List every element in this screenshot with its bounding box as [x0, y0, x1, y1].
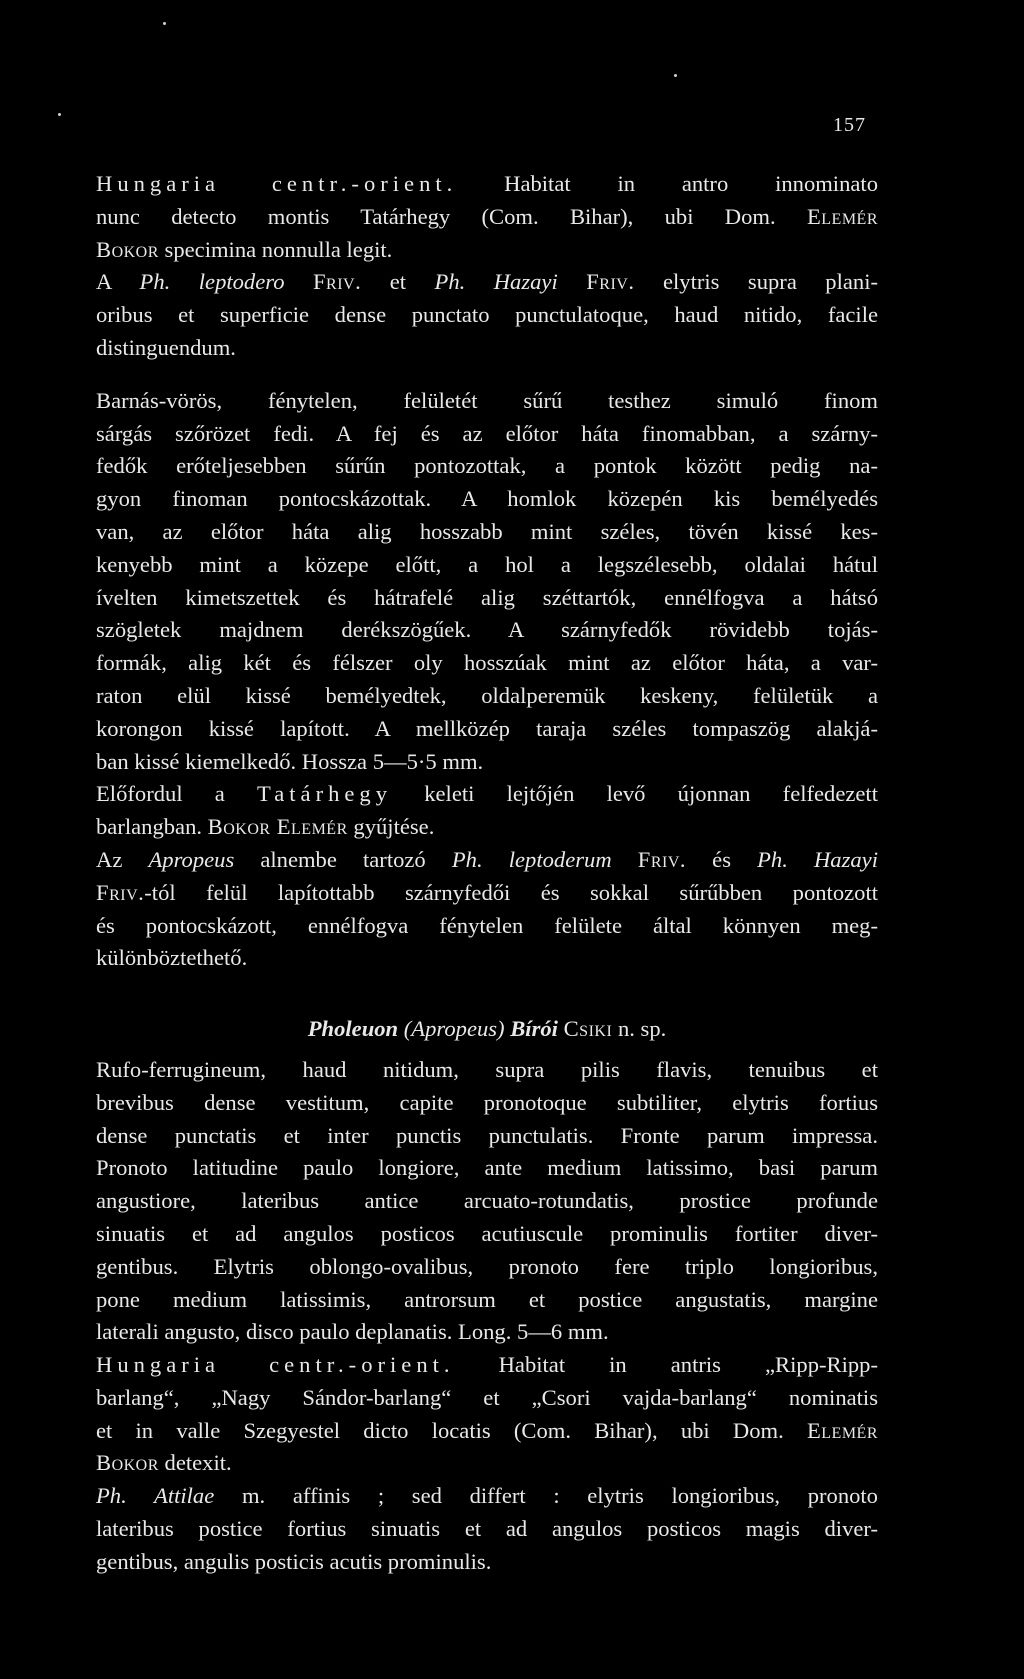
text-line: fedők erőteljesebben sűrűn pontozottak, a pontok között pedig na-	[96, 453, 878, 479]
text-line: Ph. Attilae m. affinis ; sed differt : elytris longioribus, pronoto	[96, 1483, 878, 1509]
text-line: barlangban. Bokor Elemér gyűjtése.	[96, 814, 435, 840]
paragraph-comparison-1	[96, 266, 878, 364]
text-line: kenyebb mint a közepe előtt, a hol a legszélesebb, oldalai hátul	[96, 551, 878, 577]
heading-gap	[96, 1046, 878, 1054]
text-line: Bokor detexit.	[96, 1450, 232, 1476]
text-line: Az Apropeus alnembe tartozó Ph. leptoderum Friv. és Ph. Hazayi	[96, 846, 878, 872]
text-line: különböztethető.	[96, 945, 248, 971]
text-line: distinguendum.	[96, 334, 236, 360]
collector-name: Bokor	[96, 1450, 159, 1476]
text-line: Bokor specimina nonnulla legit.	[96, 236, 393, 262]
text-line: raton elül kissé bemélyedtek, oldalperemük keskeny, felületük a	[96, 682, 878, 708]
locality: Tatárhegy	[257, 781, 393, 807]
paragraph-comparison-hu	[96, 844, 878, 975]
paragraph-comparison-la	[96, 1480, 878, 1578]
paragraph-description-hu	[96, 385, 878, 779]
paragraph-habitat-2	[96, 1349, 878, 1480]
text-line: korongon kissé lapított. A mellközép taraja széles tompaszög alakjá-	[96, 715, 878, 741]
text-line: gentibus. Elytris oblongo-ovalibus, pronoto fere triplo longioribus,	[96, 1253, 878, 1279]
scan-speck	[163, 22, 166, 25]
text-line: pone medium latissimis, antrorsum et postice angustatis, margine	[96, 1286, 878, 1312]
text-line: szögletek majdnem derékszögűek. A szárnyfedők rövidebb tojás-	[96, 617, 878, 643]
text-line: Barnás-vörös, fénytelen, felületét sűrű testhez simuló finom	[96, 387, 878, 413]
collector-name: Bokor	[96, 236, 159, 262]
text-line: és pontocskázott, ennélfogva fénytelen felülete által könnyen meg-	[96, 912, 878, 938]
scan-speck	[58, 113, 61, 116]
paragraph-description-la	[96, 1054, 878, 1349]
taxon-name: Apropeus	[148, 846, 235, 872]
text-line: laterali angusto, disco paulo deplanatis. Long. 5—6 mm.	[96, 1319, 609, 1345]
text-line: ívelten kimetszettek és hátrafelé alig széttartók, ennélfogva a hátsó	[96, 584, 878, 610]
text-line: ban kissé kiemelkedő. Hossza 5—5·5 mm.	[96, 748, 484, 774]
text-line: Rufo-ferrugineum, haud nitidum, supra pilis flavis, tenuibus et	[96, 1056, 878, 1082]
text-line: gyon finoman pontocskázottak. A homlok közepén kis bemélyedés	[96, 486, 878, 512]
text-line: Pronoto latitudine paulo longiore, ante medium latissimo, basi parum	[96, 1155, 878, 1181]
text-line: lateribus postice fortius sinuatis et ad angulos posticos magis diver-	[96, 1516, 878, 1542]
paragraph-occurrence-hu	[96, 778, 878, 844]
text-line: sinuatis et ad angulos posticos acutiuscule prominulis fortiter diver-	[96, 1220, 878, 1246]
collector-name: Bokor Elemér	[207, 814, 348, 840]
taxon-name: Ph. Hazayi	[434, 269, 558, 295]
text-line: dense punctatis et inter punctis punctulatis. Fronte parum impressa.	[96, 1122, 878, 1148]
paragraph-habitat-1	[96, 168, 878, 266]
text-line: brevibus dense vestitum, capite pronotoque subtiliter, elytris fortius	[96, 1089, 878, 1115]
author-name: Friv.	[586, 269, 635, 295]
text-line: formák, alig két és félszer oly hosszúak mint az előtor háta, a var-	[96, 650, 878, 676]
subgenus-name: (Apropeus)	[398, 1016, 511, 1042]
text-line: nunc detecto montis Tatárhegy (Com. Bihar), ubi Dom. Elemér	[96, 203, 878, 229]
text-line: oribus et superficie dense punctato punctulatoque, haud nitido, facile	[96, 302, 878, 328]
paragraph-gap	[96, 365, 878, 385]
genus-name: Pholeuon	[307, 1016, 399, 1042]
author-name: Friv.	[312, 269, 362, 295]
collector-name: Elemér	[806, 203, 878, 229]
text-line: et in valle Szegyestel dicto locatis (Com. Bihar), ubi Dom. Elemér	[96, 1417, 878, 1443]
page-number: 157	[833, 114, 866, 136]
taxon-name: Ph. Hazayi	[757, 846, 878, 872]
text-line: gentibus, angulis posticis acutis prominulis.	[96, 1548, 492, 1574]
author-name: Csiki	[563, 1016, 613, 1042]
text-line: angustiore, lateribus antice arcuato-rotundatis, prostice profunde	[96, 1188, 878, 1214]
section-gap	[96, 975, 878, 1013]
taxon-name: Ph. leptodero	[139, 269, 285, 295]
text-line: A Ph. leptodero Friv. et Ph. Hazayi Friv. elytris supra plani-	[96, 269, 879, 295]
text-line: Hungaria centr.-orient. Habitat in antro innominato	[96, 171, 878, 196]
species-name: Bírói	[510, 1016, 558, 1042]
taxon-name: Ph. leptoderum	[451, 846, 612, 872]
locality: Hungaria centr.-orient.	[96, 1352, 455, 1378]
species-heading: Pholeuon (Apropeus) Bírói Csiki n. sp.	[307, 1016, 667, 1042]
taxon-name: Ph. Attilae	[96, 1483, 215, 1509]
author-name: Friv.	[96, 879, 145, 905]
text-line: sárgás szőrözet fedi. A fej és az előtor háta finomabban, a szárny-	[96, 420, 878, 446]
body-text	[96, 168, 878, 1579]
author-name: Friv.	[637, 846, 687, 872]
text-line: Előfordul a Tatárhegy keleti lejtőjén levő újonnan felfedezett	[96, 781, 878, 807]
text-line: Friv.-tól felül lapítottabb szárnyfedői és sokkal sűrűbben pontozott	[96, 879, 878, 905]
text-line: van, az előtor háta alig hosszabb mint széles, tövén kissé kes-	[96, 518, 878, 544]
collector-name: Elemér	[806, 1417, 878, 1443]
locality: Hungaria centr.-orient.	[96, 171, 458, 196]
scan-speck	[674, 74, 677, 77]
text-line: barlang“, „Nagy Sándor-barlang“ et „Csori vajda-barlang“ nominatis	[96, 1384, 878, 1410]
text-line: Hungaria centr.-orient. Habitat in antris „Ripp-Ripp-	[96, 1352, 878, 1378]
